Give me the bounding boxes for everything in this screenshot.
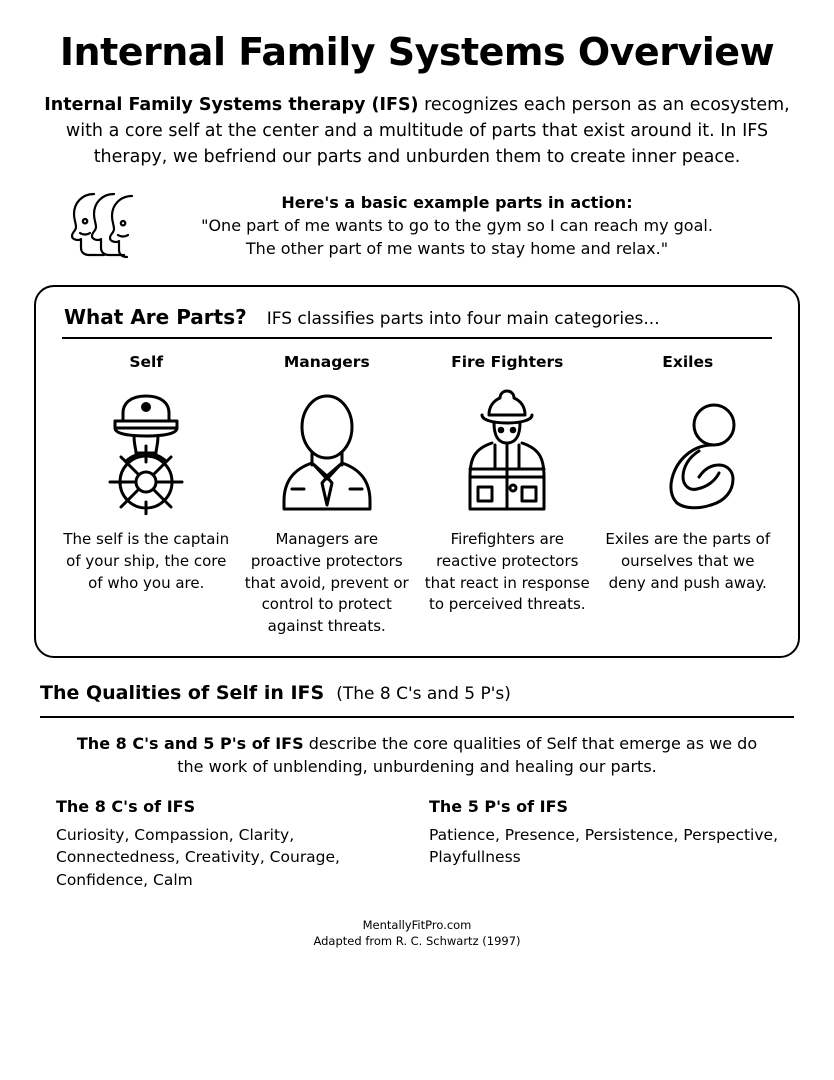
qualities-intro-bold: The 8 C's and 5 P's of IFS (76, 734, 304, 754)
parts-column-description: Exiles are the parts of ourselves that we deny and push away. (605, 530, 771, 592)
parts-column-firefighters (417, 353, 598, 638)
page-title: Internal Family Systems Overview (59, 30, 775, 74)
qualities-group-5ps (429, 797, 778, 891)
qualities-intro (74, 732, 760, 778)
parts-heading: What Are Parts? (64, 304, 247, 329)
parts-subheading: IFS classifies parts into four main categories... (266, 308, 660, 329)
parts-column-description: Managers are proactive protectors that avoid, prevent or control to protect against threats. (244, 530, 409, 636)
parts-column-managers (237, 353, 418, 638)
intro-paragraph (36, 92, 798, 171)
qualities-group-title: The 8 C's of IFS (56, 796, 196, 816)
firefighter-icon (432, 379, 582, 519)
parts-columns (56, 353, 778, 638)
footer (34, 917, 800, 949)
parts-card (34, 285, 800, 658)
qualities-group-items: Curiosity, Compassion, Clarity, Connectedness, Creativity, Courage, Confidence, Calm (56, 825, 340, 889)
intro-bold-lead: Internal Family Systems therapy (IFS) (44, 94, 419, 115)
intro-rest: recognizes each person as an ecosystem, with a core self at the center and a multitude of parts that exist around it. In IFS therapy, we befriend our parts and unburden them to create inner peace. (65, 94, 790, 168)
captain-ship-wheel-icon (71, 379, 221, 519)
example-quote-line-2: The other part of me wants to stay home and relax." (245, 239, 669, 259)
qualities-group-8cs (56, 797, 405, 891)
qualities-intro-rest: describe the core qualities of Self that emerge as we do the work of unblending, unburdening and healing our parts. (177, 734, 758, 777)
parts-column-title: Managers (283, 353, 370, 372)
parts-column-exiles (598, 353, 779, 638)
manager-suit-tie-icon (252, 379, 402, 519)
parts-column-title: Self (129, 353, 164, 372)
qualities-divider (40, 716, 794, 719)
example-row (34, 183, 800, 269)
example-text (174, 191, 800, 261)
parts-column-title: Exiles (662, 353, 714, 372)
parts-column-description: Firefighters are reactive protectors that react in response to perceived threats. (424, 530, 590, 614)
qualities-group-title: The 5 P's of IFS (429, 796, 569, 816)
qualities-group-items: Patience, Presence, Persistence, Perspective, Playfullness (429, 825, 778, 867)
qualities-section (34, 682, 800, 891)
parts-column-self (56, 353, 237, 638)
example-quote-line-1: "One part of me wants to go to the gym so I can reach my goal. (201, 215, 713, 235)
parts-column-description: The self is the captain of your ship, the core of who you are. (63, 530, 230, 592)
qualities-subheading: (The 8 C's and 5 P's) (336, 683, 511, 704)
parts-card-header (56, 303, 778, 337)
example-lead: Here's a basic example parts in action: (281, 192, 633, 212)
parts-column-title: Fire Fighters (451, 353, 564, 372)
footer-credit: Adapted from R. C. Schwartz (1997) (313, 934, 521, 949)
two-heads-icon (34, 186, 174, 266)
qualities-heading: The Qualities of Self in IFS (40, 681, 325, 704)
parts-divider (62, 337, 772, 340)
person-curled-up-icon (613, 379, 763, 519)
footer-site: MentallyFitPro.com (362, 918, 472, 933)
qualities-columns (34, 797, 800, 891)
qualities-header (34, 682, 800, 710)
